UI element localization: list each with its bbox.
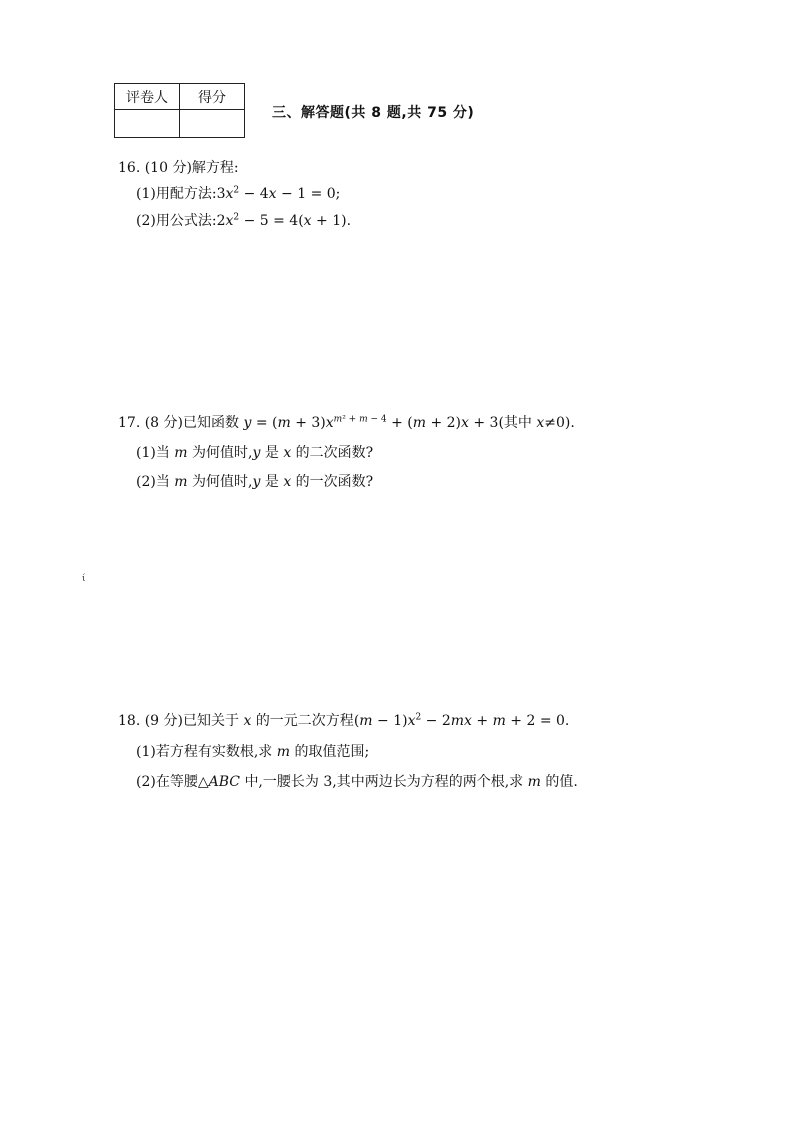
- reviewer-cell[interactable]: [115, 110, 180, 138]
- q17-p2-d: 的一次函数?: [295, 474, 374, 490]
- stray-mark: ί: [82, 574, 86, 584]
- q17-p2-b: 为何值时,: [192, 474, 253, 490]
- q17-p2-a: (2)当: [136, 474, 170, 490]
- q18-p1-a: (1)若方程有实数根,求: [136, 744, 273, 760]
- q18-p1-b: 的取值范围;: [294, 744, 370, 760]
- section-title: 三、解答题(共 8 题,共 75 分): [272, 105, 475, 121]
- question-17-head: 17. (8 分)已知函数 $y = (m + 3)x^{m^2 + m - 4} + (m + 2)x + 3$(其中 x≠0).: [118, 414, 575, 431]
- q18-head-prefix: 18. (9 分)已知关于: [118, 713, 239, 729]
- question-17-part-1: (1)当 m 为何值时,y 是 x 的二次函数?: [136, 445, 374, 461]
- q17-p1-d: 的二次函数?: [295, 445, 374, 461]
- q18-head-mid: 的一元二次方程: [255, 713, 354, 729]
- question-16-part-1: (1)用配方法$:3x^2 - 4x - 1 = 0$;: [136, 185, 341, 202]
- question-18-head: 18. (9 分)已知关于 x 的一元二次方程$(m - 1)x^2 - 2mx + m + 2 = 0$.: [118, 712, 570, 729]
- score-header: 得分: [180, 84, 245, 110]
- q18-p2-b: 中,一腰长为 3,其中两边长为方程的两个根,求: [244, 774, 524, 790]
- q17-p1-b: 为何值时,: [192, 445, 253, 461]
- q17-p2-c: 是: [264, 474, 279, 490]
- q17-head-suffix: (其中: [498, 415, 532, 431]
- question-18-part-2: (2)在等腰△ABC 中,一腰长为 3,其中两边长为方程的两个根,求 m 的值.: [136, 774, 578, 790]
- q18-p2-a: (2)在等腰△: [136, 774, 209, 790]
- question-18-part-1: (1)若方程有实数根,求 m 的取值范围;: [136, 744, 370, 760]
- q17-head-prefix: 17. (8 分)已知函数: [118, 415, 239, 431]
- q17-p1-c: 是: [264, 445, 279, 461]
- q18-p2-c: 的值.: [545, 774, 578, 790]
- reviewer-header: 评卷人: [115, 84, 180, 110]
- grader-table: [114, 83, 245, 138]
- q16-part2-label: (2)用公式法:: [136, 213, 217, 229]
- q17-p1-a: (1)当: [136, 445, 170, 461]
- question-17-part-2: (2)当 m 为何值时,y 是 x 的一次函数?: [136, 474, 374, 490]
- question-16-part-2: (2)用公式法$:2x^2 - 5 = 4(x + 1)$.: [136, 212, 352, 229]
- q16-part1-label: (1)用配方法:: [136, 186, 217, 202]
- question-16-head: 16. (10 分)解方程:: [118, 160, 239, 176]
- score-cell[interactable]: [180, 110, 245, 138]
